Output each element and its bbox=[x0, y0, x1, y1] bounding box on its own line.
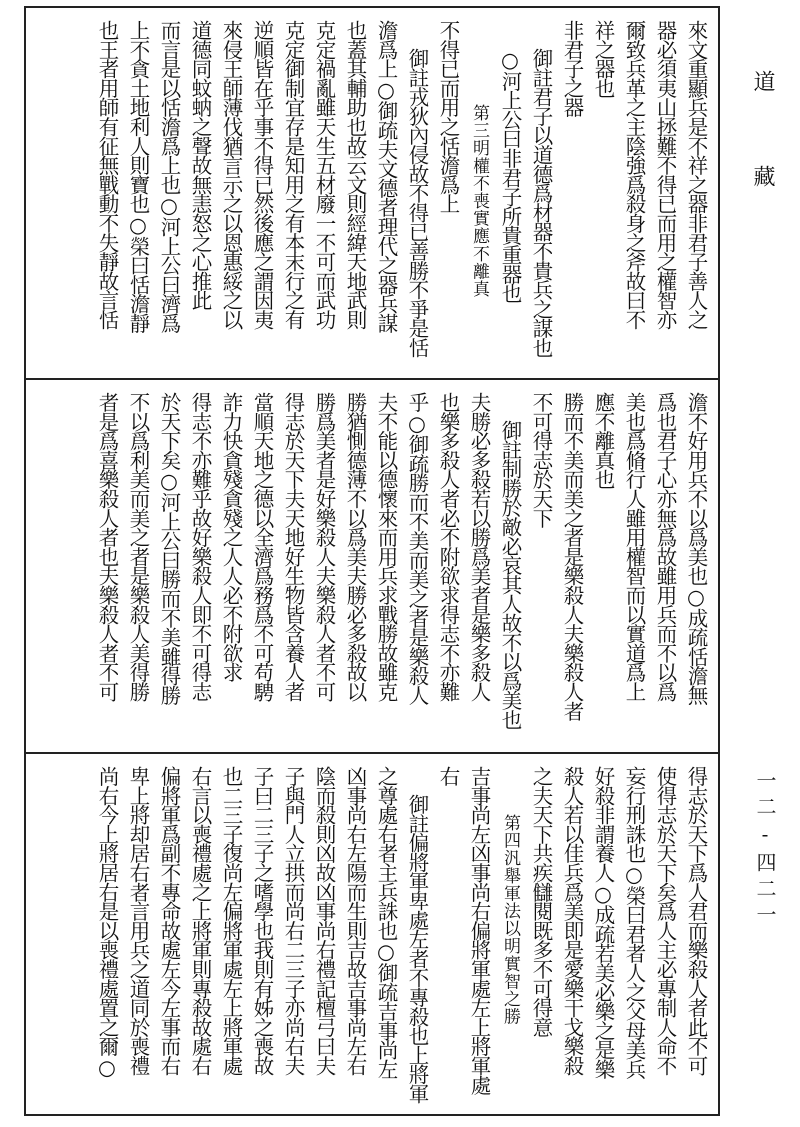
text-column: 澹爲上○御疏夫文德者理代之器兵謀 bbox=[374, 20, 398, 333]
text-panel-top bbox=[26, 8, 718, 376]
text-panel-middle bbox=[26, 380, 718, 750]
text-column: 吉事尚左凶事尚右偏將軍處左上將軍處 bbox=[467, 766, 491, 1095]
text-column: 器必須夷山拯難不得已而用之權智亦 bbox=[653, 20, 677, 329]
text-column: 祥之器也 bbox=[591, 20, 615, 98]
text-column: 不可得志於天下 bbox=[529, 392, 553, 528]
text-column: 克定禍亂雖天生五材廢一不可而武功 bbox=[312, 20, 336, 329]
text-column: 爾致兵革之主陰強爲殺身之斧故曰不 bbox=[622, 20, 646, 329]
text-column: 好殺非謂養人○成疏若美必樂之是樂 bbox=[591, 766, 615, 1079]
text-column: 逆順皆在乎事不得已然後應之謂因夷 bbox=[250, 20, 274, 329]
text-column: 得志不亦難乎故好樂殺人即不可得志 bbox=[188, 392, 212, 701]
text-column: 爲也君子心亦無爲故雖用兵而不以爲 bbox=[653, 392, 677, 701]
text-column: 陰而殺則凶故凶事尚右禮記檀弓曰夫 bbox=[312, 766, 336, 1075]
text-column: 尚右今上將居右是以喪禮處置之爾○ bbox=[95, 766, 119, 1079]
text-column: 御註君子以道德爲材器不貴兵之謀也 bbox=[529, 48, 553, 357]
text-column: 殺人若以佳兵爲美即是愛樂干戈樂殺 bbox=[560, 766, 584, 1075]
text-column: 右 bbox=[436, 766, 460, 786]
text-column: 道德同蚊蚋之聲故無恚怒之心推此 bbox=[188, 20, 212, 310]
text-column: 美也爲脩行人雖用權智而以實道爲上 bbox=[622, 392, 646, 701]
text-column: 詐力快貪殘貪殘之人人必不附欲求 bbox=[219, 392, 243, 682]
text-column: 於天下矣○河上公曰勝而不美雖得勝 bbox=[157, 392, 181, 705]
text-column: 凶事尚右左陽而生則吉故吉事尚左右 bbox=[343, 766, 367, 1075]
page-frame bbox=[24, 6, 720, 1116]
text-column: 當順天地之德以全濟爲務爲不可苟騁 bbox=[250, 392, 274, 701]
column-group bbox=[90, 380, 710, 750]
text-column: 也王者用師有征無戰動不失靜故言恬 bbox=[95, 20, 119, 329]
text-column: 偏將軍爲副不專命故處左今左事而右 bbox=[157, 766, 181, 1075]
collection-title: 道 藏 bbox=[750, 70, 775, 211]
text-column: 夫勝必多殺若以勝爲美者是樂多殺人 bbox=[467, 392, 491, 701]
column-group bbox=[90, 8, 710, 376]
text-column: 也蓋其輔助也故云文則經緯天地武則 bbox=[343, 20, 367, 329]
text-column: 得志於天下夫天地好生物皆含養人者 bbox=[281, 392, 305, 701]
text-column: 非君子之器 bbox=[560, 20, 584, 117]
text-column: 來侵王師薄伐猶言示之以恩惠綏之以 bbox=[219, 20, 243, 329]
text-column: 也樂多殺人者必不附欲求得志不亦難 bbox=[436, 392, 460, 701]
text-column: 右言以喪禮處之上將軍則專殺故處右 bbox=[188, 766, 212, 1075]
text-column: 使得志於天下矣爲人主必專制人命不 bbox=[653, 766, 677, 1075]
text-column: 子曰二三子之嗜學也我則有姊之喪故 bbox=[250, 766, 274, 1075]
text-column: 御註制勝於敵必哀其人故不以爲美也 bbox=[498, 420, 522, 729]
text-column: 妄行刑誅也○榮曰君者人之父母美兵 bbox=[622, 766, 646, 1079]
text-column: 者是爲喜樂殺人者也夫樂殺人者不可 bbox=[95, 392, 119, 701]
text-column: 克定御制宜存是知用之有本末行之有 bbox=[281, 20, 305, 329]
text-column: 之尊處右者主兵誅也○御疏吉事尚左 bbox=[374, 766, 398, 1079]
column-group bbox=[90, 754, 710, 1114]
text-column: 澹不好用兵不以爲美也○成疏恬澹無 bbox=[684, 392, 708, 705]
text-column: 勝而不美而美之者是樂殺人夫樂殺人者 bbox=[560, 392, 584, 721]
text-column: 來文重顯兵是不祥之器非君子善人之 bbox=[684, 20, 708, 329]
text-column: 御註戎狄內侵故不得已善勝不爭是恬 bbox=[405, 48, 429, 357]
text-column: 之夫天下共疾讎閱既多不可得意 bbox=[529, 766, 553, 1037]
text-column: 乎○御疏勝而不美而美之者是樂殺人 bbox=[405, 392, 429, 705]
page-number: 一二-四二一 bbox=[753, 770, 777, 930]
text-column: ○河上公曰非君子所貴重器也 bbox=[498, 48, 522, 303]
text-column: 也二三子復尚左偏將軍處左上將軍處 bbox=[219, 766, 243, 1075]
text-column: 不得已而用之恬澹爲上 bbox=[436, 20, 460, 214]
text-panel-bottom bbox=[26, 754, 718, 1114]
text-column: 應不離真也 bbox=[591, 392, 615, 489]
text-column: 上不貪土地利人則寶也○榮曰恬澹靜 bbox=[126, 20, 150, 333]
section-heading: 第三明權不喪實應不離真 bbox=[469, 104, 489, 298]
section-heading: 第四汎舉軍法以明實智之勝 bbox=[500, 814, 520, 1026]
text-column: 御註偏將軍卑處左者不專殺也上將軍 bbox=[405, 794, 429, 1103]
text-column: 夫不能以德懷來而用兵求戰勝故雖克 bbox=[374, 392, 398, 701]
text-column: 得志於天下爲人君而樂殺人者此不可 bbox=[684, 766, 708, 1075]
text-column: 卑上將却居右者言用兵之道同於喪禮 bbox=[126, 766, 150, 1075]
text-column: 勝猶惻德薄不以爲美夫勝必多殺故以 bbox=[343, 392, 367, 701]
text-column: 而言是以恬澹爲上也○河上公曰濟爲 bbox=[157, 20, 181, 333]
text-column: 不以爲利美而美之者是樂殺人美得勝 bbox=[126, 392, 150, 701]
text-column: 子與門人立拱而尚右二三子亦尚右夫 bbox=[281, 766, 305, 1075]
text-column: 勝爲美者是好樂殺人夫樂殺人者不可 bbox=[312, 392, 336, 701]
